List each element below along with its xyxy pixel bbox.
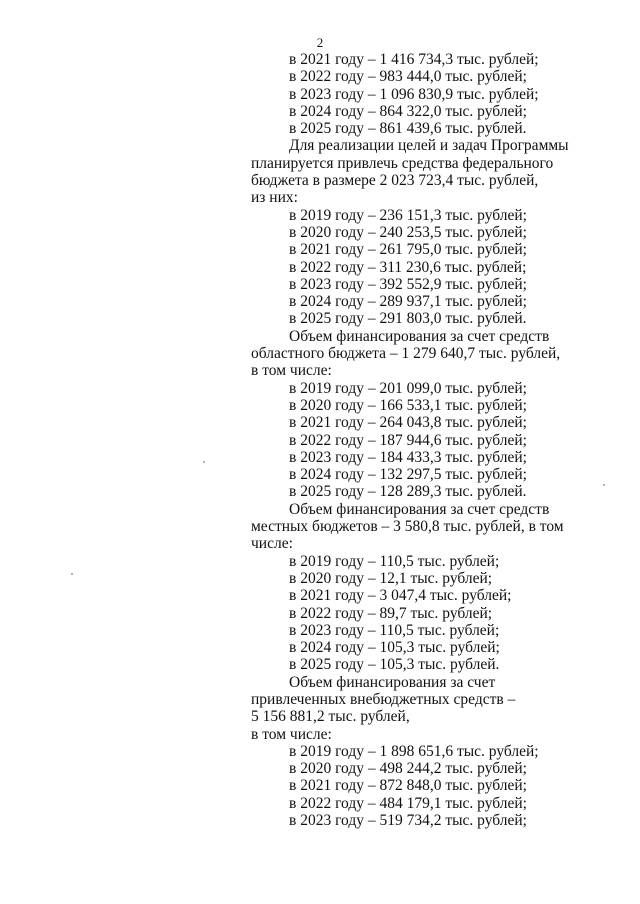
paragraph-line: местных бюджетов – 3 580,8 тыс. рублей, в том	[251, 518, 564, 536]
regional-budget-years	[251, 380, 574, 501]
list-item: в 2022 году – 89,7 тыс. рублей;	[289, 604, 493, 622]
paragraph-line: планируется привлечь средства федерального	[251, 154, 554, 172]
extrabudgetary-paragraph	[251, 674, 574, 743]
paragraph-line: числе:	[251, 535, 293, 553]
list-item: в 2023 году – 110,5 тыс. рублей;	[289, 621, 500, 639]
list-item: в 2024 году – 864 322,0 тыс. рублей;	[289, 102, 527, 120]
list-item: в 2023 году – 392 552,9 тыс. рублей;	[289, 275, 527, 293]
paragraph-line: Объем финансирования за счет	[289, 673, 496, 691]
list-item: в 2025 году – 861 439,6 тыс. рублей.	[289, 120, 527, 138]
paragraph-line: Объем финансирования за счет средств	[289, 327, 550, 345]
list-item: в 2024 году – 132 297,5 тыс. рублей;	[289, 466, 527, 484]
regional-budget-paragraph	[251, 328, 574, 380]
list-item: в 2023 году – 184 433,3 тыс. рублей;	[289, 448, 527, 466]
list-item: в 2025 году – 105,3 тыс. рублей.	[289, 656, 500, 674]
list-item: в 2021 году – 1 416 734,3 тыс. рублей;	[289, 51, 539, 68]
list-item: в 2025 году – 128 289,3 тыс. рублей.	[289, 483, 527, 501]
paragraph-line: 5 156 881,2 тыс. рублей,	[251, 708, 410, 726]
list-item: в 2021 году – 872 848,0 тыс. рублей;	[289, 777, 527, 795]
list-item: в 2020 году – 12,1 тыс. рублей;	[289, 569, 493, 587]
list-item: в 2022 году – 983 444,0 тыс. рублей;	[289, 68, 527, 86]
paragraph-line: Объем финансирования за счет средств	[289, 500, 550, 518]
list-item: в 2020 году – 166 533,1 тыс. рублей;	[289, 396, 527, 414]
list-item: в 2022 году – 187 944,6 тыс. рублей;	[289, 431, 527, 449]
list-item: в 2019 году – 1 898 651,6 тыс. рублей;	[289, 742, 539, 760]
paragraph-line: в том числе:	[251, 362, 332, 380]
paragraph-line: в том числе:	[251, 725, 332, 743]
scan-speck	[203, 461, 205, 463]
list-item: в 2024 году – 289 937,1 тыс. рублей;	[289, 293, 527, 311]
list-item: в 2019 году – 201 099,0 тыс. рублей;	[289, 379, 527, 397]
list-item: в 2020 году – 240 253,5 тыс. рублей;	[289, 223, 527, 241]
scan-speck	[603, 484, 605, 486]
paragraph-line: Для реализации целей и задач Программы	[289, 137, 569, 155]
list-item: в 2024 году – 105,3 тыс. рублей;	[289, 639, 500, 657]
list-item: в 2025 году – 291 803,0 тыс. рублей.	[289, 310, 527, 328]
list-item: в 2021 году – 261 795,0 тыс. рублей;	[289, 241, 527, 259]
list-item: в 2019 году – 110,5 тыс. рублей;	[289, 552, 500, 570]
list-item: в 2021 году – 264 043,8 тыс. рублей;	[289, 414, 527, 432]
list-item: в 2023 году – 1 096 830,9 тыс. рублей;	[289, 85, 539, 103]
document-body	[251, 51, 574, 829]
extrabudgetary-years	[251, 743, 574, 829]
paragraph-line: бюджета в размере 2 023 723,4 тыс. рублей,	[251, 172, 539, 190]
funding-total-years-continued	[251, 51, 574, 137]
page-number: 2	[316, 35, 324, 50]
local-budget-paragraph	[251, 501, 574, 553]
list-item: в 2020 году – 498 244,2 тыс. рублей;	[289, 760, 527, 778]
list-item: в 2023 году – 519 734,2 тыс. рублей;	[289, 812, 527, 830]
local-budget-years	[251, 553, 574, 674]
list-item: в 2022 году – 484 179,1 тыс. рублей;	[289, 794, 527, 812]
paragraph-line: из них:	[251, 189, 298, 207]
list-item: в 2021 году – 3 047,4 тыс. рублей;	[289, 587, 512, 605]
paragraph-line: областного бюджета – 1 279 640,7 тыс. рублей,	[251, 345, 561, 363]
paragraph-line: привлеченных внебюджетных средств –	[251, 690, 516, 708]
federal-budget-paragraph	[251, 137, 574, 206]
list-item: в 2019 году – 236 151,3 тыс. рублей;	[289, 206, 527, 224]
list-item: в 2022 году – 311 230,6 тыс. рублей;	[289, 258, 527, 276]
scan-speck	[71, 573, 73, 575]
federal-budget-years	[251, 207, 574, 328]
